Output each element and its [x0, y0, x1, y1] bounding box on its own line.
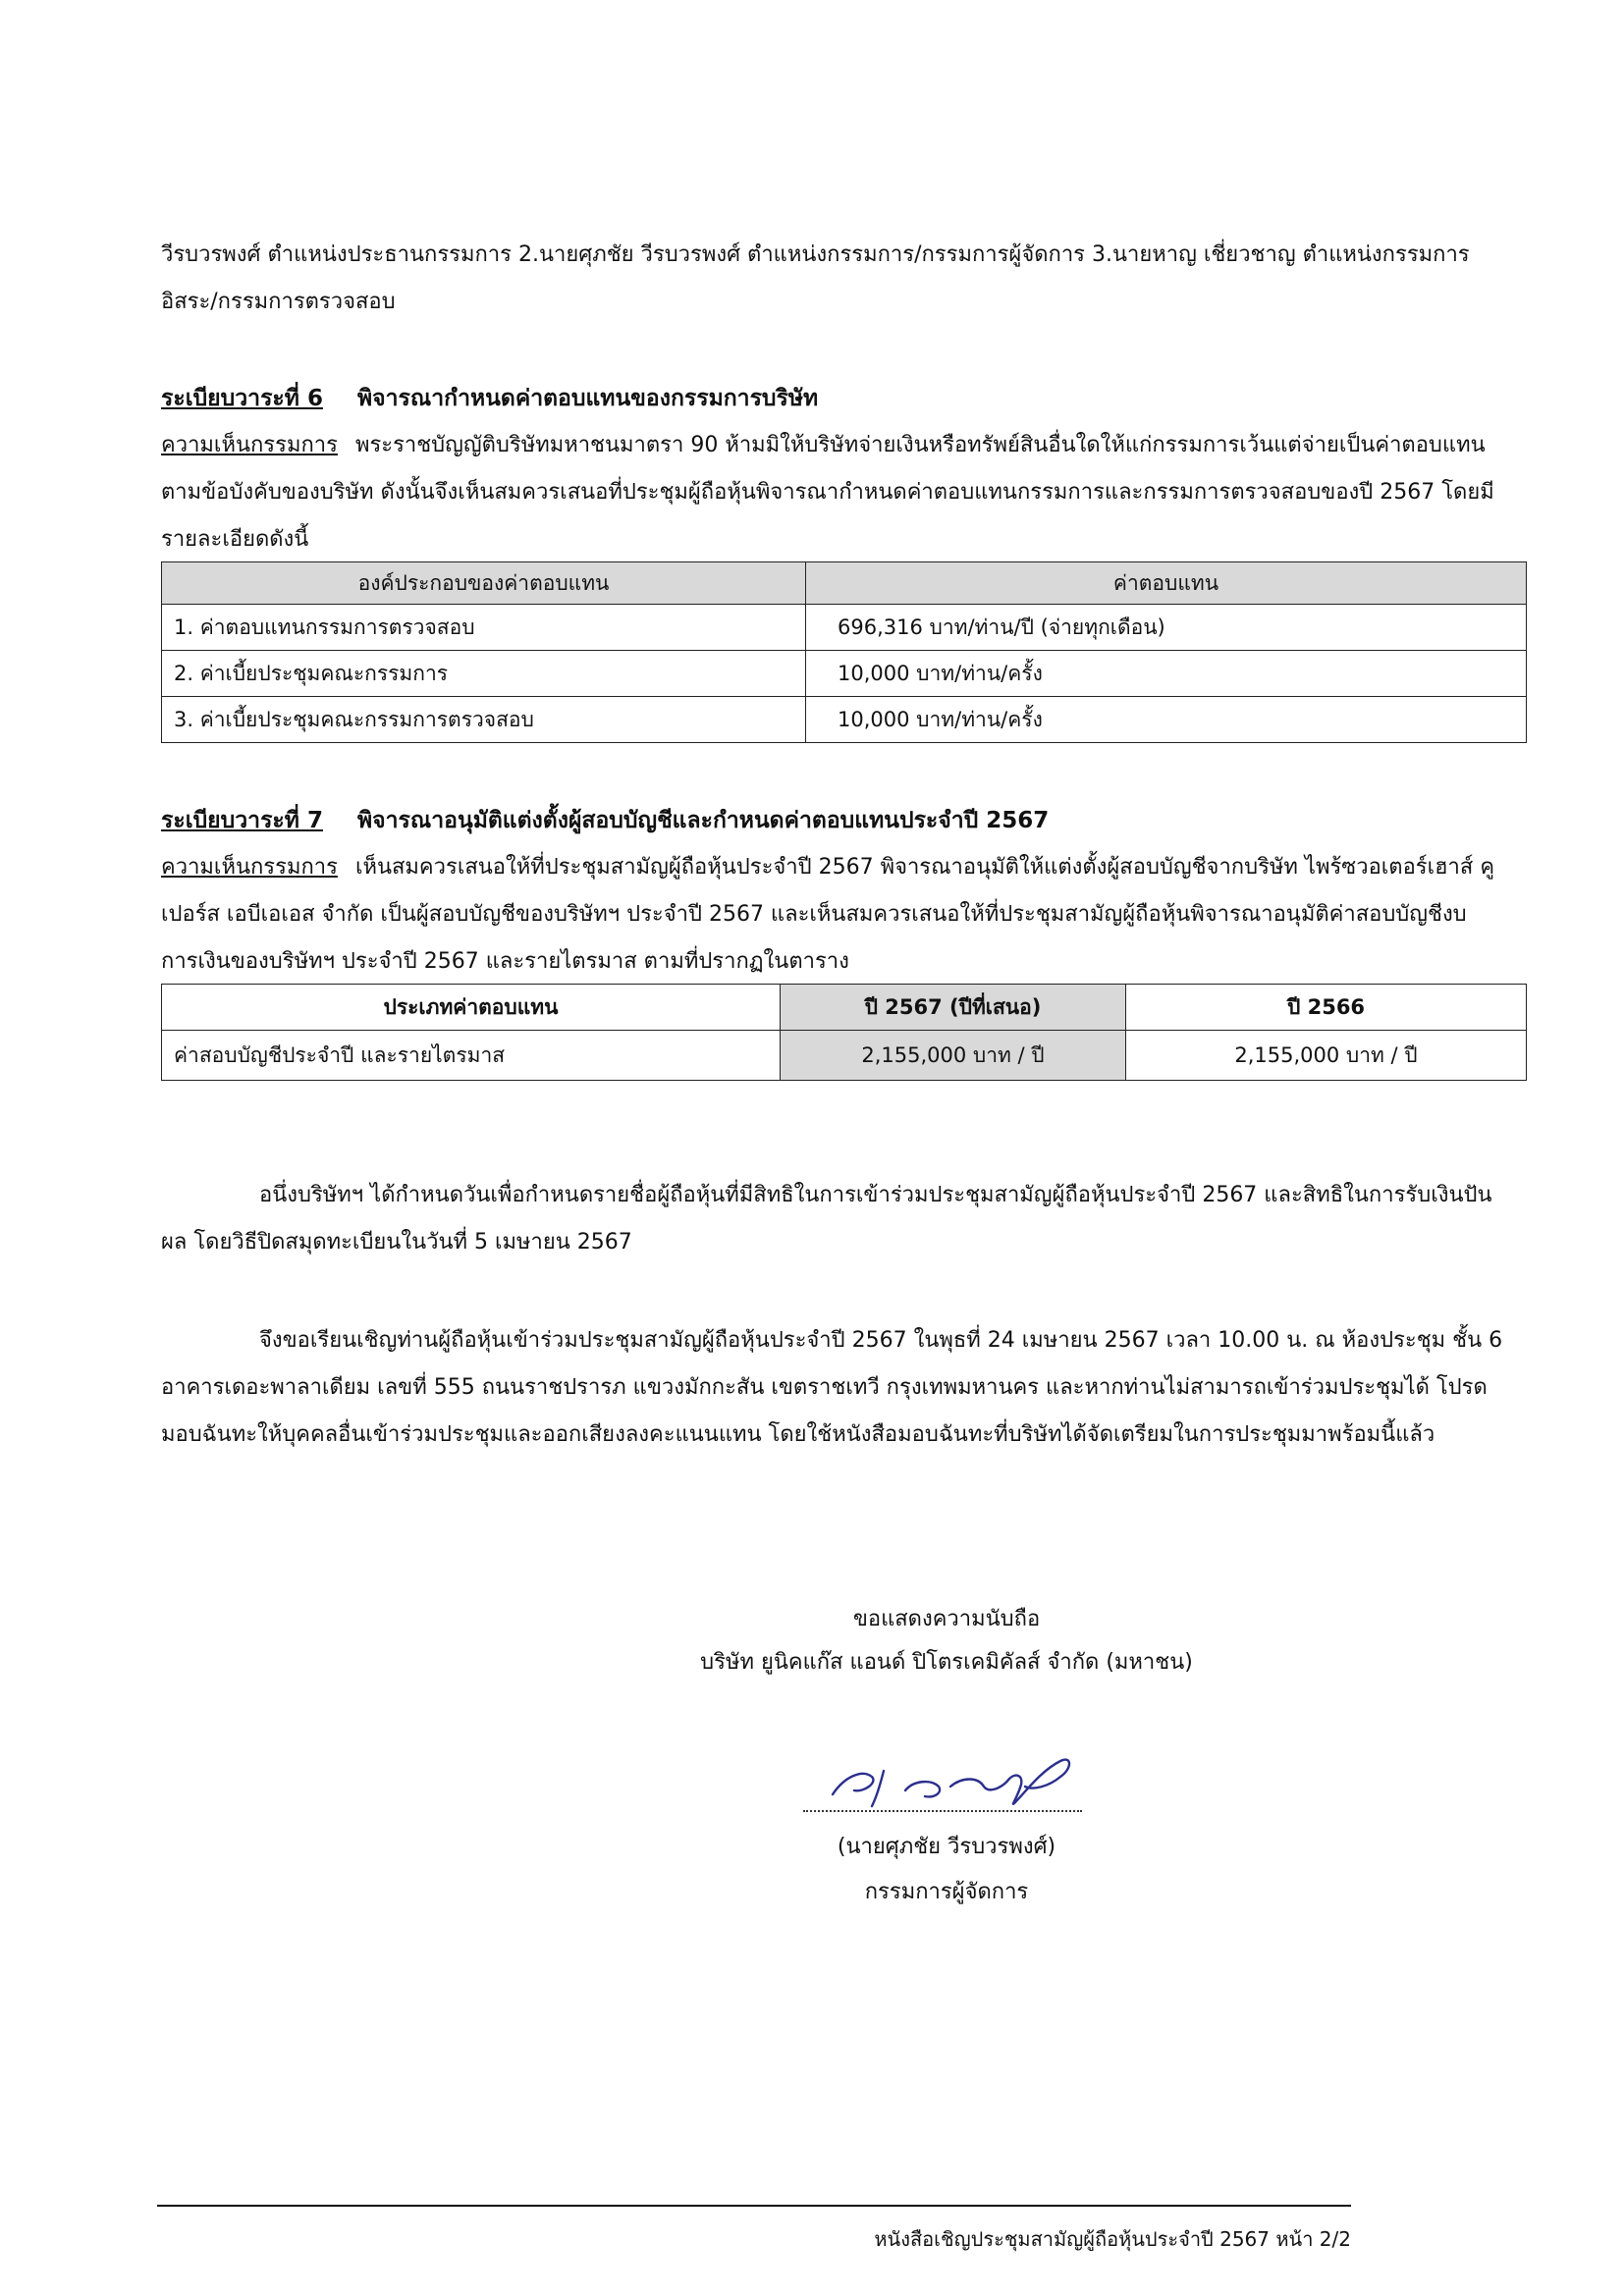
agenda-7-opinion	[161, 844, 1526, 986]
row-proposed-fee: 2,155,000 บาท / ปี	[781, 1031, 1126, 1081]
table-header-row	[162, 562, 1527, 605]
record-date-line-1: อนึ่งบริษัทฯ ได้กำหนดวันเพื่อกำหนดรายชื่อผู้ถือหุ้นที่มีสิทธิในการเข้าร่วมประชุมสามัญผู้ถือหุ้นประจำปี 2567 และสิทธิในการรับเงินปัน	[259, 1183, 1492, 1207]
signer-title: กรรมการผู้จัดการ	[864, 1880, 1029, 1904]
signature-line	[803, 1810, 1082, 1812]
row-item: 3. ค่าเบี้ยประชุมคณะกรรมการตรวจสอบ	[162, 697, 806, 743]
intro-line-1: วีรบวรพงศ์ ตำแหน่งประธานกรรมการ 2.นายศุภชัย วีรบวรพงศ์ ตำแหน่งกรรมการ/กรรมการผู้จัดการ 3.นายหาญ เชี่ยวชาญ ตำแหน่งกรรมการ	[161, 242, 1470, 267]
row-item: 1. ค่าตอบแทนกรรมการตรวจสอบ	[162, 605, 806, 651]
invitation-line-2: อาคารเดอะพาลาเดียม เลขที่ 555 ถนนราชปรารภ แขวงมักกะสัน เขตราชเทวี กรุงเทพมหานคร และหากท่านไม่สามารถเข้าร่วมประชุมได้ โปรด	[161, 1375, 1488, 1400]
table-row	[162, 651, 1527, 697]
closing-regards: ขอแสดงความนับถือ	[852, 1607, 1041, 1631]
intro-line-2: อิสระ/กรรมการตรวจสอบ	[161, 290, 396, 314]
table-row	[162, 1031, 1527, 1081]
column-header-previous-year: ปี 2566	[1126, 985, 1527, 1031]
signer-name: (นายศุภชัย วีรบวรพงศ์)	[837, 1835, 1056, 1859]
column-header-remuneration: ค่าตอบแทน	[806, 562, 1527, 605]
row-value: 10,000 บาท/ท่าน/ครั้ง	[806, 697, 1527, 743]
company-name: บริษัท ยูนิคแก๊ส แอนด์ ปิโตรเคมิคัลส์ จำกัด (มหาชน)	[700, 1650, 1193, 1675]
agenda-6-heading	[161, 379, 1526, 418]
invitation-line-1: จึงขอเรียนเชิญท่านผู้ถือหุ้นเข้าร่วมประชุมสามัญผู้ถือหุ้นประจำปี 2567 ในพุธที่ 24 เมษายน 2567 เวลา 10.00 น. ณ ห้องประชุม ชั้น 6	[259, 1328, 1503, 1353]
agenda-7-opinion-line-1: เห็นสมควรเสนอให้ที่ประชุมสามัญผู้ถือหุ้นประจำปี 2567 พิจารณาอนุมัติให้แต่งตั้งผู้สอบบัญชีจากบริษัท ไพร้ซวอเตอร์เฮาส์ คู	[354, 855, 1495, 880]
agenda-6-title: พิจารณากำหนดค่าตอบแทนของกรรมการบริษัท	[357, 386, 819, 411]
column-header-fee-type: ประเภทค่าตอบแทน	[162, 985, 781, 1031]
page-footer: หนังสือเชิญประชุมสามัญผู้ถือหุ้นประจำปี 2567 หน้า 2/2	[874, 2227, 1351, 2251]
row-item: 2. ค่าเบี้ยประชุมคณะกรรมการ	[162, 651, 806, 697]
agenda-7-opinion-line-3: การเงินของบริษัทฯ ประจำปี 2567 และรายไตรมาส ตามที่ปรากฏในตาราง	[161, 949, 849, 974]
agenda-6-number: ระเบียบวาระที่ 6	[161, 386, 323, 411]
agenda-7-heading	[161, 801, 1526, 840]
agenda-6-opinion-line-1: พระราชบัญญัติบริษัทมหาชนมาตรา 90 ห้ามมิให้บริษัทจ่ายเงินหรือทรัพย์สินอื่นใดให้แก่กรรมการเว้นแต่จ่ายเป็นค่าตอบแทน	[354, 433, 1486, 457]
footer-divider	[157, 2205, 1351, 2207]
record-date-paragraph	[161, 1172, 1526, 1266]
agenda-6-opinion	[161, 422, 1526, 563]
row-value: 696,316 บาท/ท่าน/ปี (จ่ายทุกเดือน)	[806, 605, 1527, 651]
row-value: 10,000 บาท/ท่าน/ครั้ง	[806, 651, 1527, 697]
agenda-7-opinion-line-2: เปอร์ส เอบีเอเอส จำกัด เป็นผู้สอบบัญชีของบริษัทฯ ประจำปี 2567 และเห็นสมควรเสนอให้ที่ประชุมสามัญผู้ถือหุ้นพิจารณาอนุมัติค่าสอบบัญชีงบ	[161, 902, 1467, 927]
record-date-line-2: ผล โดยวิธีปิดสมุดทะเบียนในวันที่ 5 เมษายน 2567	[161, 1230, 632, 1255]
agenda-6-opinion-line-2: ตามข้อบังคับของบริษัท ดังนั้นจึงเห็นสมควรเสนอที่ประชุมผู้ถือหุ้นพิจารณากำหนดค่าตอบแทนกรรมการและกรรมการตรวจสอบของปี 2567 โดยมี	[161, 480, 1494, 505]
director-remuneration-table	[161, 561, 1527, 743]
signature-image	[815, 1747, 1100, 1816]
row-item: ค่าสอบบัญชีประจำปี และรายไตรมาส	[162, 1031, 781, 1081]
agenda-7-title: พิจารณาอนุมัติแต่งตั้งผู้สอบบัญชีและกำหนดค่าตอบแทนประจำปี 2567	[357, 808, 1050, 833]
agenda-6-opinion-line-3: รายละเอียดดังนี้	[161, 527, 309, 552]
invitation-line-3: มอบฉันทะให้บุคคลอื่นเข้าร่วมประชุมและออกเสียงลงคะแนนแทน โดยใช้หนังสือมอบฉันทะที่บริษัทได้จัดเตรียมในการประชุมมาพร้อมนี้แล้ว	[161, 1422, 1435, 1447]
table-header-row	[162, 985, 1527, 1031]
table-row	[162, 605, 1527, 651]
column-header-component: องค์ประกอบของค่าตอบแทน	[162, 562, 806, 605]
auditor-fee-table	[161, 984, 1527, 1081]
agenda-6-opinion-label: ความเห็นกรรมการ	[161, 433, 338, 457]
row-previous-fee: 2,155,000 บาท / ปี	[1126, 1031, 1527, 1081]
invitation-paragraph	[161, 1317, 1526, 1459]
column-header-proposed-year: ปี 2567 (ปีที่เสนอ)	[781, 985, 1126, 1031]
intro-paragraph	[161, 232, 1526, 326]
agenda-7-opinion-label: ความเห็นกรรมการ	[161, 855, 338, 880]
agenda-7-number: ระเบียบวาระที่ 7	[161, 808, 323, 833]
table-row	[162, 697, 1527, 743]
